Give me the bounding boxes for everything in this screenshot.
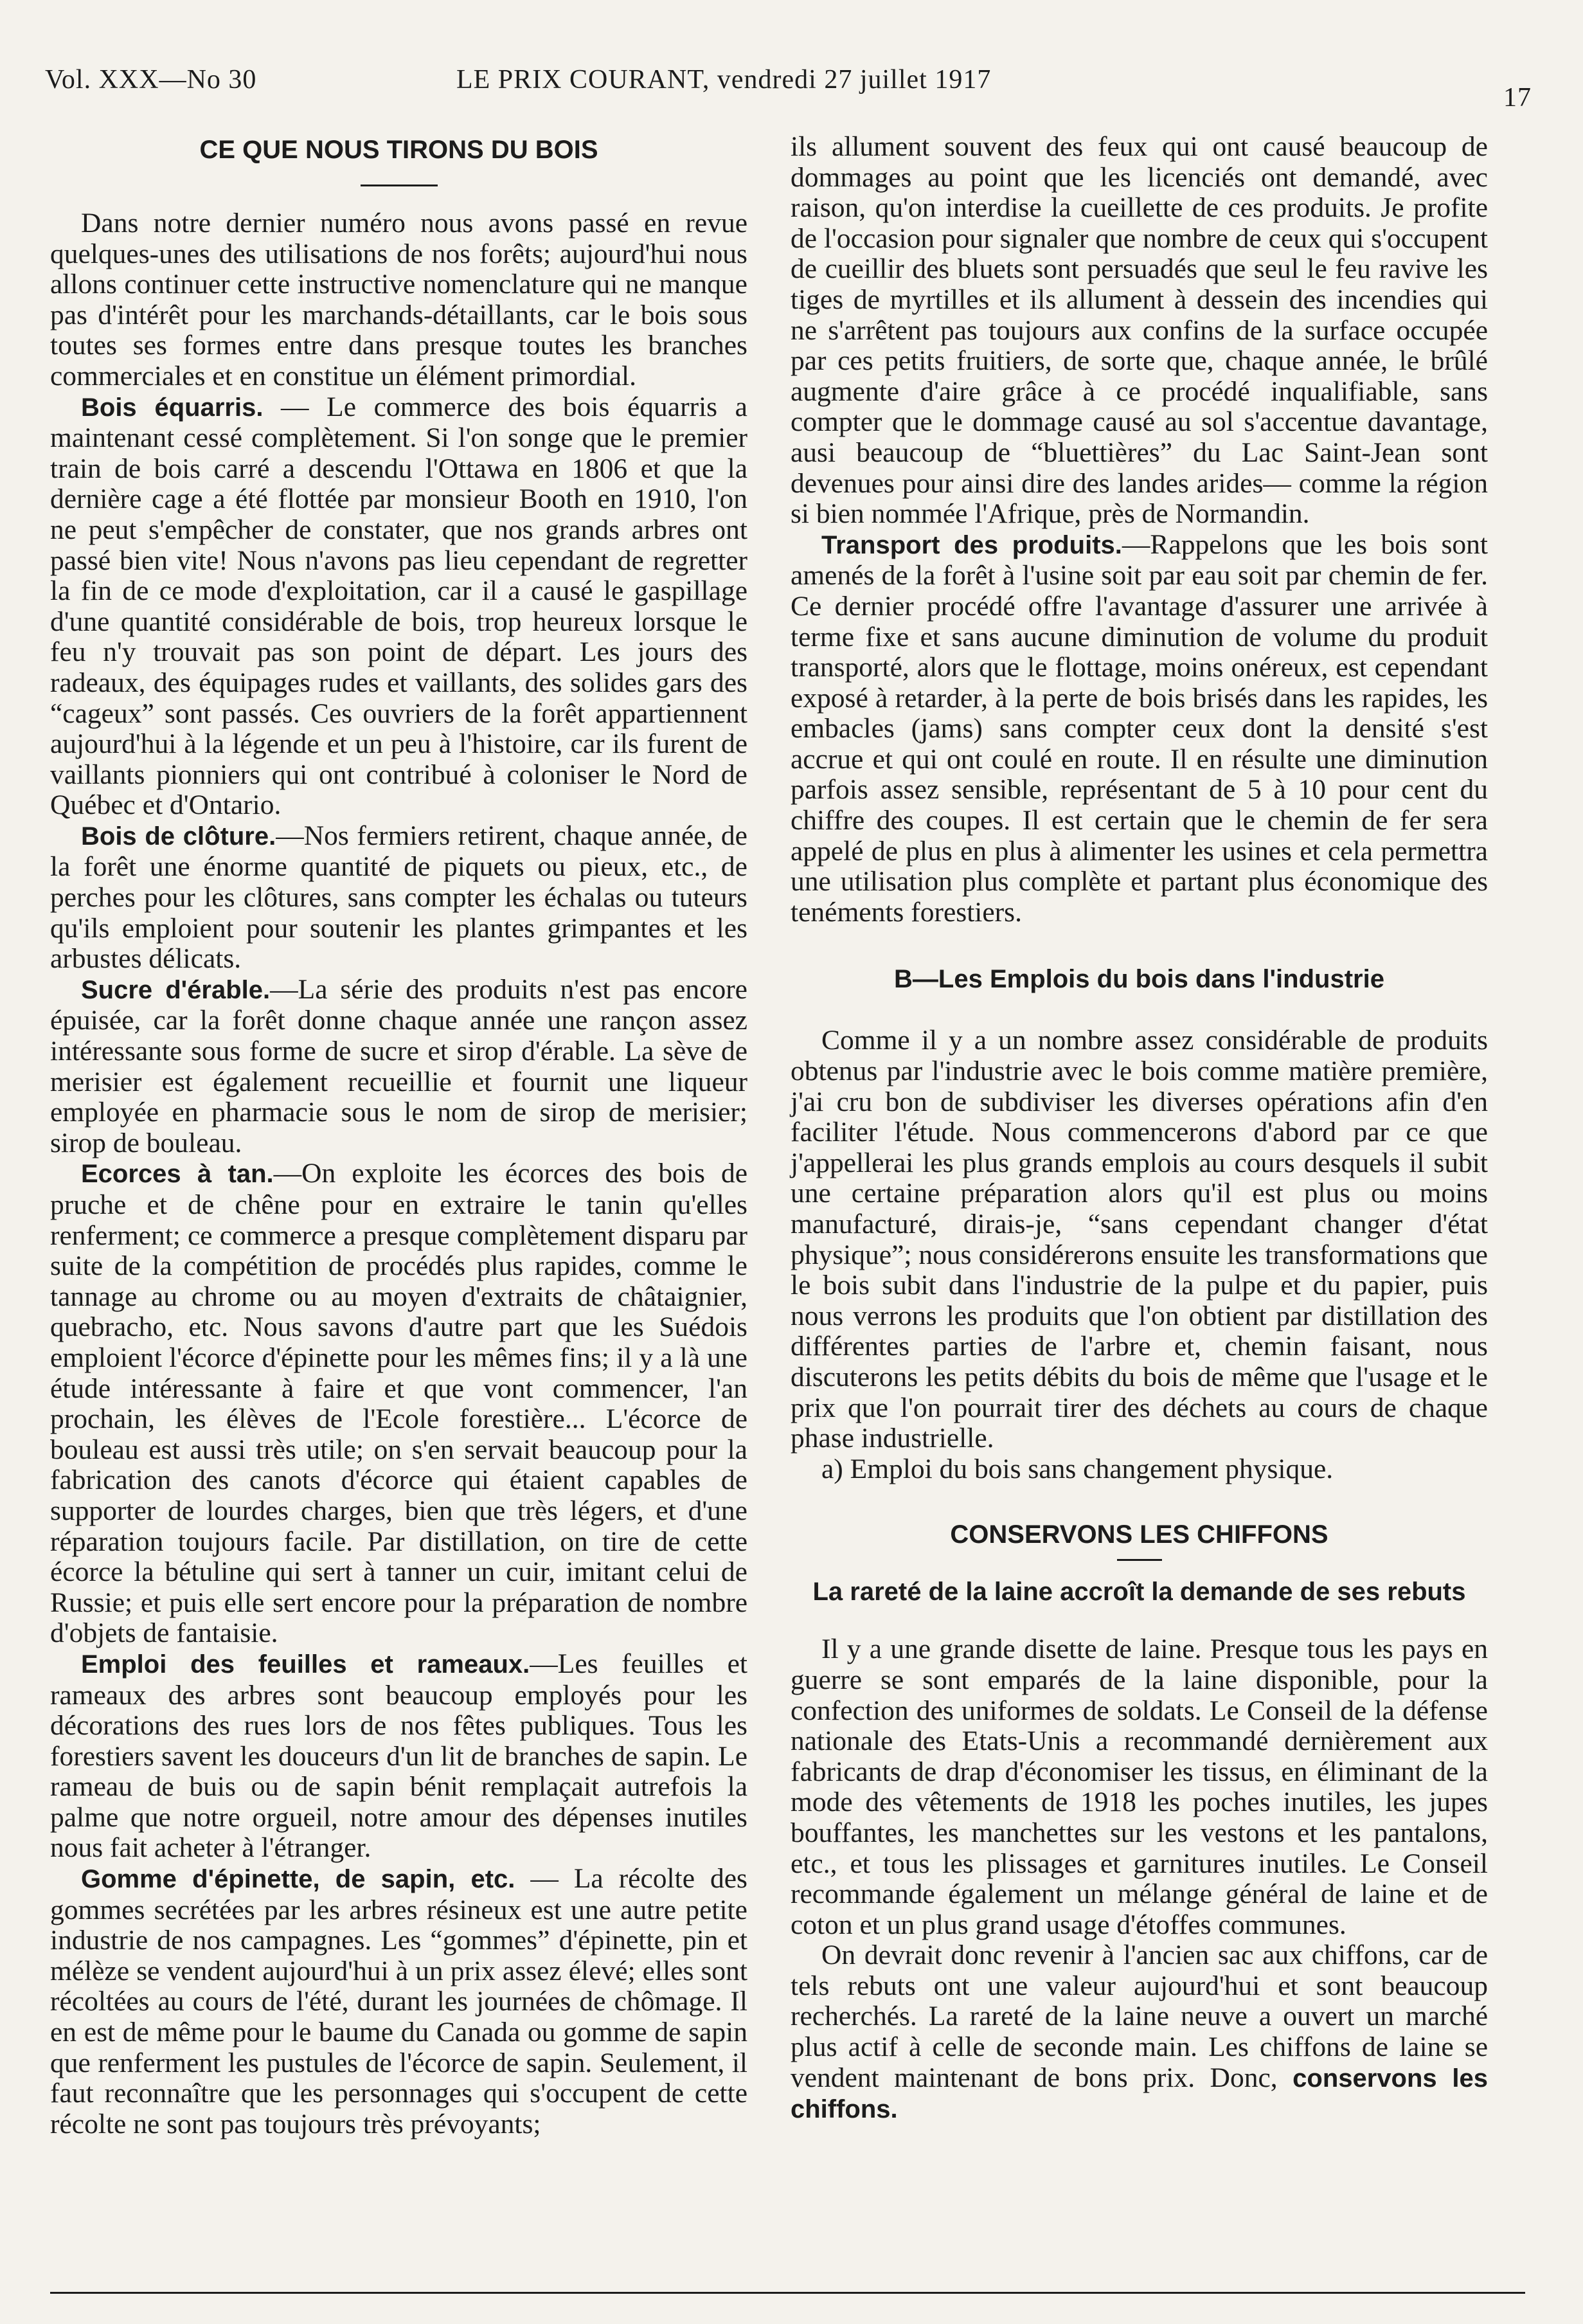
publication-dateline: LE PRIX COURANT, vendredi 27 juillet 1917 <box>456 65 992 95</box>
left-column <box>50 132 747 2139</box>
section-lead: Sucre d'érable. <box>81 975 271 1004</box>
closing-emphasis: conservons les chiffons. <box>791 2064 1488 2124</box>
section-heading: B—Les Emplois du bois dans l'industrie <box>894 965 1384 994</box>
section-text: —La série des produits n'est pas encore épuisée, car la forêt donne chaque année une rançon assez intéressante sous forme de sucre et sirop d'érable. La sève de merisier est également recueillie et fournit une liqueur employée en pharmacie sous le nom de sirop de merisier; sirop de bouleau. <box>50 973 747 1158</box>
section-text: —On exploite les écorces des bois de pruche et de chêne pour en extraire le tanin qu'elles renferment; ce commerce a presque complètement disparu par suite de la compétition de procédés plus rapides, comme le tannage au chrome ou au moyen d'extraits de châtaignier, quebracho, etc. Nous savons d'autre part que les Suédois emploient l'écorce d'épinette pour les mêmes fins; il y a là une étude intéressante à faire et que vont commencer, l'an prochain, les élèves de l'Ecole forestière... L'écorce de bouleau est aussi très utile; on s'en servait beaucoup pour la fabrication des canots d'écorce qui étaient capables de supporter de lourdes charges, bien que très légers, et d'une réparation toujours facile. Par distillation, on tire de cette écorce la bétuline qui sert à tanner un cuir, imitant celui de Russie; et puis elle sert encore pour la préparation de nombre d'objets de fantaisie. <box>50 1158 747 1649</box>
section-paragraph <box>50 392 747 821</box>
volume-number: Vol. XXX—No 30 <box>45 65 257 95</box>
section-lead: Ecorces à tan. <box>81 1160 274 1189</box>
article-subtitle: La rareté de la laine accroît la demande de ses rebuts <box>812 1578 1466 1607</box>
article-paragraph <box>791 1940 1488 2125</box>
section-text: —Nos fermiers retirent, chaque année, de la forêt une énorme quantité de piquets ou pieux, etc., de perches pour les clôtures, sans compter les échalas ou tuteurs qu'ils emploient pour soutenir les plantes grimpantes et les arbustes délicats. <box>50 820 747 975</box>
continued-paragraph: ils allument souvent des feux qui ont causé beaucoup de dommages au point que les licenciés ont demandé, avec raison, qu'on interdise la cueillette de ces produits. Je profite de l'occasion pour signaler que nombre de ceux qui s'occupent de cueillir des bluets sont persuadés que seul le feu ravive les tiges de myrtilles et ils allument à dessein des incendies qui ne s'arrêtent pas toujours aux confins de la surface occupée par ces petits fruitiers, de sorte que, chaque année, le brûlé augmente d'aire grâce à ce procédé inqualifiable, sans compter que le dommage causé au sol s'accentue davantage, ausi beaucoup de “bluettières” du Lac Saint-Jean sont devenues pour ainsi dire des landes arides— comme la région si bien nommée l'Afrique, près de Normandin. <box>791 131 1488 530</box>
section-paragraph <box>50 1158 747 1649</box>
industry-item: a) Emploi du bois sans changement physique. <box>821 1453 1334 1484</box>
title-rule <box>361 185 438 186</box>
section-lead: Transport des produits. <box>821 530 1122 559</box>
bottom-rule <box>50 2292 1525 2294</box>
article-title: CONSERVONS LES CHIFFONS <box>950 1520 1328 1549</box>
section-lead: Bois équarris. <box>81 393 264 422</box>
section-paragraph <box>50 1649 747 1864</box>
section-lead: Bois de clôture. <box>81 822 276 851</box>
right-column <box>791 132 1488 2125</box>
article-paragraph: Il y a une grande disette de laine. Presque tous les pays en guerre se sont emparés de la laine disponible, pour la confection des uniformes de soldats. Le Conseil de la défense nationale des Etats-Unis a recommandé dernièrement aux fabricants de drap d'économiser les tissus, en éliminant de la mode des vêtements de 1918 les poches inutiles, les jupes bouffantes, les manchettes sur les vestons et les pantalons, etc., et tous les plissages et garnitures inutiles. Le Conseil recommande également un mélange général de laine et de coton et un plus grand usage d'étoffes communes. <box>791 1634 1488 1940</box>
article-title: CE QUE NOUS TIRONS DU BOIS <box>199 136 598 164</box>
page-header <box>45 64 1532 113</box>
page-number: 17 <box>1503 83 1532 113</box>
section-text: —Rappelons que les bois sont amenés de la forêt à l'usine soit par eau soit par chemin de fer. Ce dernier procédé offre l'avantage d'assurer une arrivée à terme fixe et sans aucune diminution de volume du produit transporté, alors que le flottage, moins onéreux, est cependant exposé à retarder, à la perte de bois brisés dans les rapides, les embacles (jams) sans compter ceux dont la densité s'est accrue et qui ont coulé en route. Il en résulte une diminution parfois assez sensible, représentant de 5 à 10 pour cent du chiffre des coupes. Il est certain que le chemin de fer sera appelé de plus en plus à alimenter les usines et cela permettra une utilisation plus complète et partant plus économique des tenéments forestiers. <box>791 528 1488 928</box>
article-text: On devrait donc revenir à l'ancien sac aux chiffons, car de tels rebuts ont une valeur aujourd'hui et sont beaucoup recherchés. La rareté de la laine neuve a ouvert un marché plus actif à celle de seconde main. Les chiffons de laine se vendent maintenant de bons prix. Donc, <box>791 1940 1488 2093</box>
section-paragraph <box>50 821 747 975</box>
section-text: — Le commerce des bois équarris a maintenant cessé complètement. Si l'on songe que le premier train de bois carré a descendu l'Ottawa en 1806 et que la dernière cage a été flottée par monsieur Booth en 1910, l'on ne peut s'empêcher de constater, que nos grands arbres ont passé bien vite! Nous n'avons pas lieu cependant de regretter la fin de ce mode d'exploitation, car il a causé le gaspillage d'une quantité considérable de bois, trop heureux lorsque le feu n'y trouvait pas son point de départ. Les jours des radeaux, des équipages rudes et vaillants, des solides gars des “cageux” sont passés. Ces ouvriers de la forêt appartiennent aujourd'hui à la légende et un peu à l'histoire, car ils furent de vaillants pionniers qui ont contribué à coloniser le Nord de Québec et d'Ontario. <box>50 391 747 821</box>
section-lead: Gomme d'épinette, de sapin, etc. <box>81 1865 515 1894</box>
section-paragraph <box>791 530 1488 928</box>
section-text: —Les feuilles et rameaux des arbres sont beaucoup employés pour les décorations des rues lors de nos fêtes publiques. Tous les forestiers savent les douceurs d'un lit de branches de sapin. Le rameau de buis ou de sapin bénit remplaçait autrefois la palme que notre orgueil, notre amour des dépenses inutiles nous fait acheter à l'étranger. <box>50 1648 747 1864</box>
section-text: — La récolte des gommes secrétées par les arbres résineux est une autre petite industrie de nos campagnes. Les “gommes” d'épinette, pin et mélèze se vendent aujourd'hui à un prix assez élevé; elles sont récoltées au cours de l'été, durant les journées de chômage. Il en est de même pour le baume du Canada ou gomme de sapin que renferment les pustules de l'écorce de sapin. Seulement, il faut reconnaître que les personnages qui s'occupent de cette récolte ne sont pas toujours très prévoyants; <box>50 1863 747 2139</box>
section-paragraph <box>50 1864 747 2139</box>
industry-paragraph: Comme il y a un nombre assez considérable de produits obtenus par l'industrie avec le bois comme matière première, j'ai cru bon de subdiviser les diverses opérations afin d'en faciliter l'étude. Nous commencerons d'abord par ce que j'appellerai les plus grands emplois au cours desquels il subit une certaine préparation alors qu'il est plus ou moins manufacturé, dirais-je, “sans cependant changer d'état physique”; nous considérerons ensuite les transformations que le bois subit dans l'industrie de la pulpe et du papier, puis nous verrons les produits que l'on obtient par distillation des différentes parties de l'arbre et, chemin faisant, nous discuterons les petits débits du bois de même que l'usage et le prix que l'on pourrait tirer des déchets au cours de chaque phase industrielle. <box>791 1025 1488 1454</box>
section-lead: Emploi des feuilles et rameaux. <box>81 1650 530 1679</box>
section-paragraph <box>50 975 747 1159</box>
title-rule <box>1117 1559 1162 1561</box>
article-intro: Dans notre dernier numéro nous avons passé en revue quelques-unes des utilisations de nos forêts; aujourd'hui nous allons continuer cette instructive nomenclature qui ne manque pas d'intérêt pour les marchands-détaillants, car le bois sous toutes ses formes entre dans presque toutes les branches commerciales et en constitue un élément primordial. <box>50 208 747 392</box>
